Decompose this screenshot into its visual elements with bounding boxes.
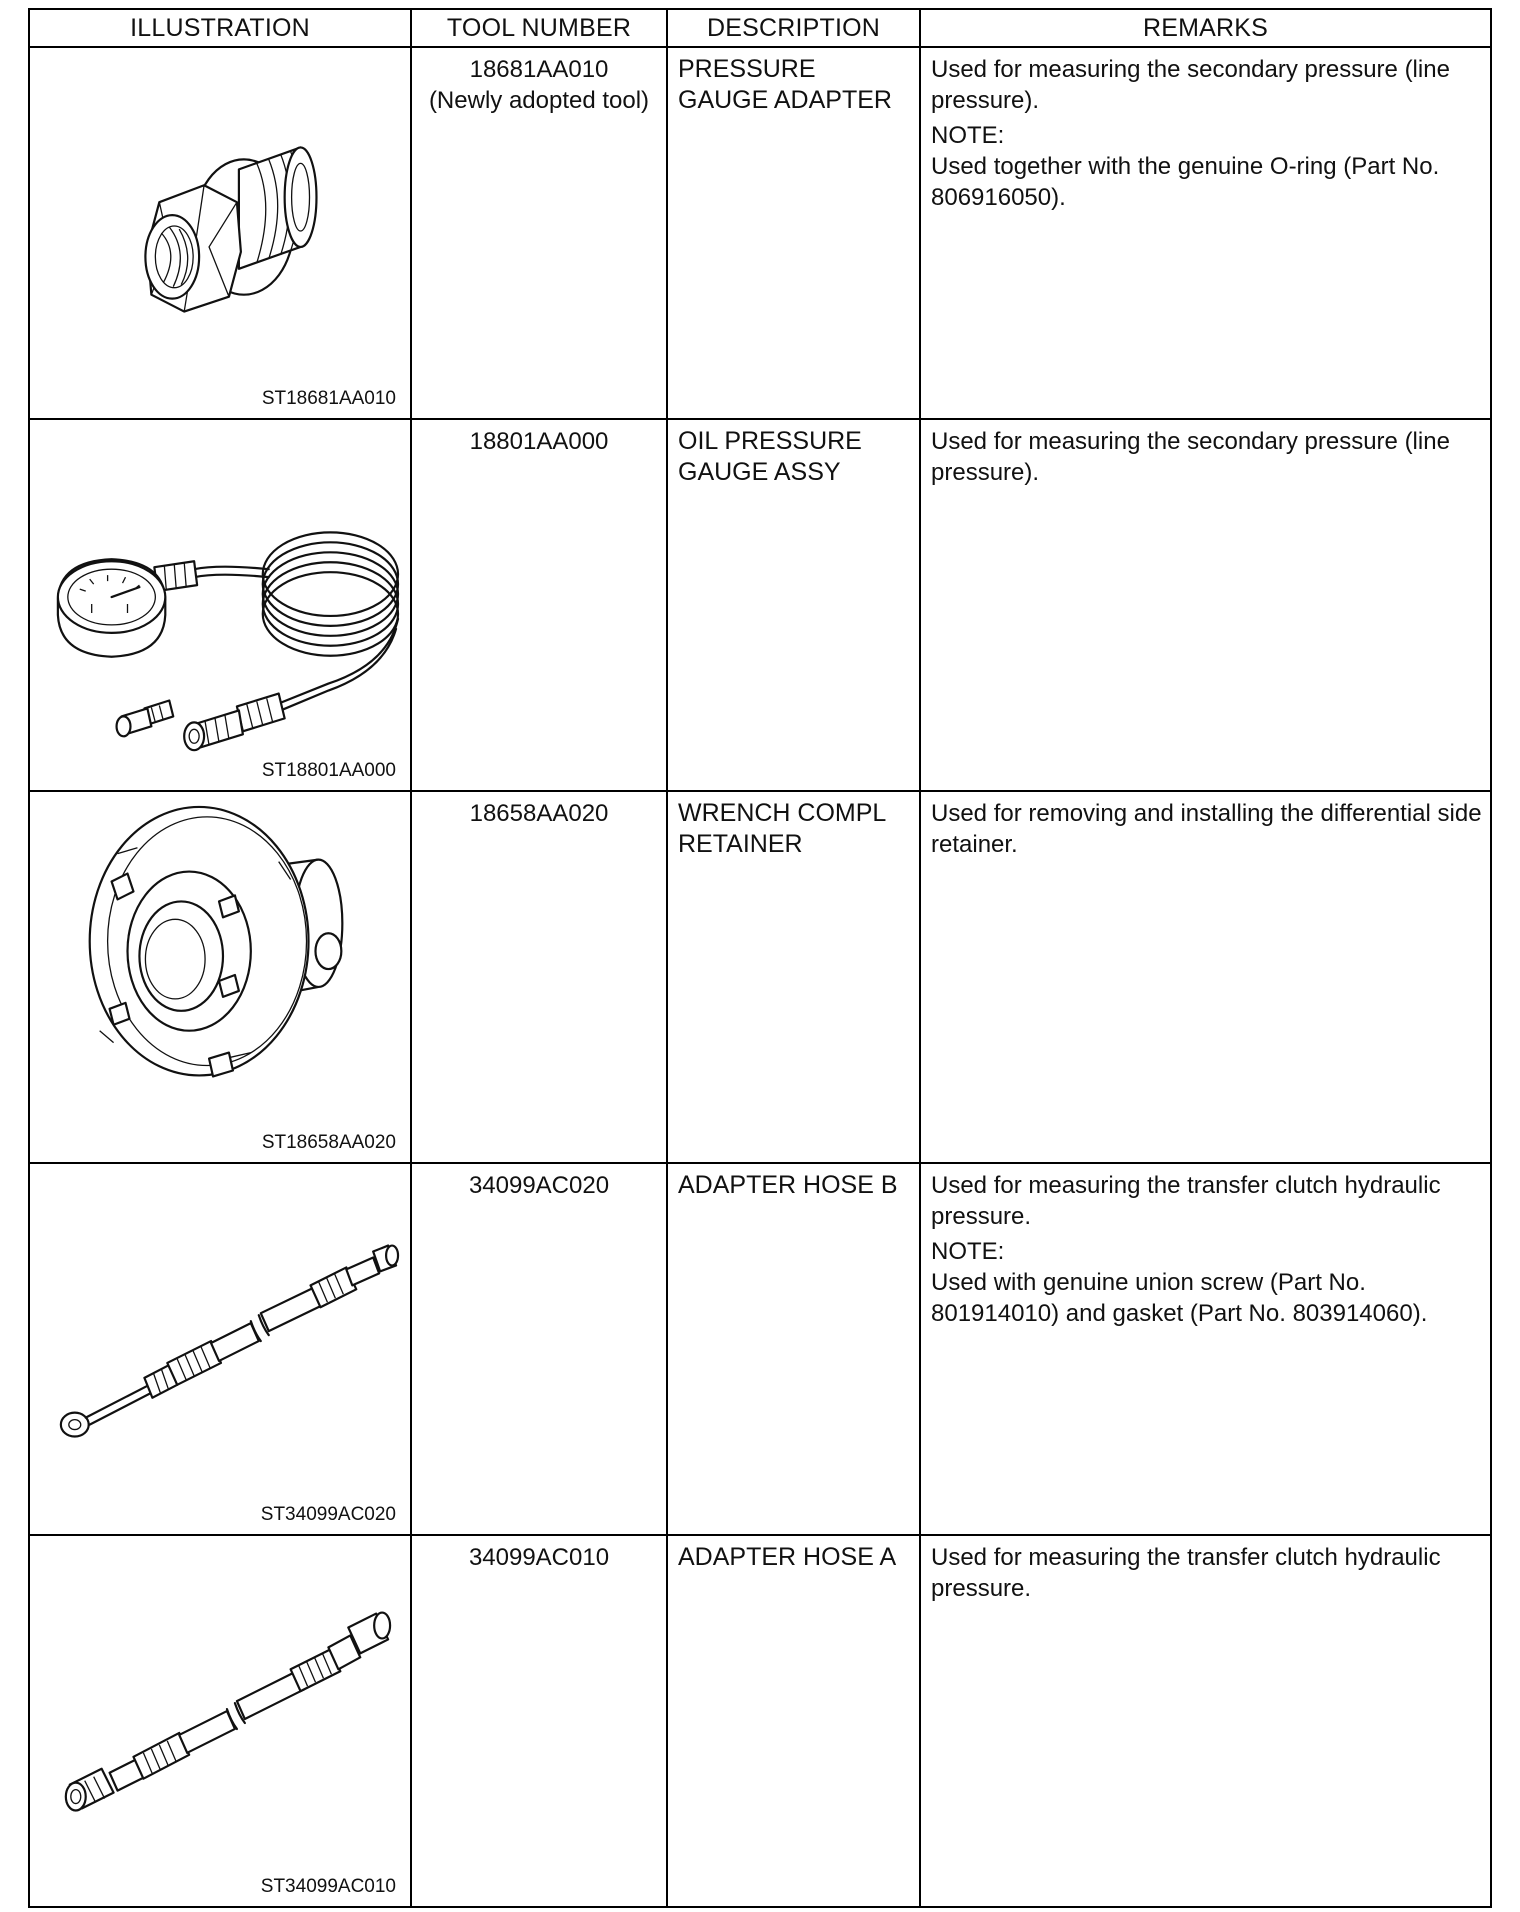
note-label: NOTE: <box>931 122 1005 149</box>
description-line: GAUGE ASSY <box>678 458 841 486</box>
table-row <box>29 1535 1491 1907</box>
remark-text: Used for measuring the transfer clutch hydraulic pressure. <box>931 1544 1441 1602</box>
description-cell <box>667 47 920 419</box>
note-text: Used together with the genuine O-ring (Part No. 806916050). <box>931 153 1440 211</box>
illustration-cell <box>29 419 411 791</box>
tool-number-note: (Newly adopted tool) <box>428 87 650 114</box>
tool-number-cell <box>411 791 667 1163</box>
header-remarks: REMARKS <box>920 9 1491 47</box>
description-line: WRENCH COMPL <box>678 799 887 827</box>
remarks-cell <box>920 419 1491 791</box>
adapter-hose-b-icon <box>30 1164 410 1534</box>
remark-text: Used for measuring the secondary pressure (line pressure). <box>931 56 1450 114</box>
note-label: NOTE: <box>931 1238 1005 1265</box>
remark-text: Used for measuring the transfer clutch hydraulic pressure. <box>931 1172 1441 1230</box>
description-line: GAUGE ADAPTER <box>678 86 892 114</box>
tool-number: 18681AA010 <box>469 56 609 83</box>
pressure-gauge-adapter-icon <box>30 48 410 418</box>
description-cell <box>667 1163 920 1535</box>
table-row <box>29 1163 1491 1535</box>
remarks-cell <box>920 1163 1491 1535</box>
illustration-code: ST18681AA010 <box>261 388 396 409</box>
header-illustration: ILLUSTRATION <box>29 9 411 47</box>
retainer-wrench-icon <box>30 792 410 1162</box>
description-cell <box>667 419 920 791</box>
oil-pressure-gauge-icon <box>30 420 410 790</box>
tool-number: 34099AC010 <box>468 1544 610 1571</box>
tool-number: 18801AA000 <box>469 428 609 455</box>
illustration-cell <box>29 791 411 1163</box>
illustration-code: ST34099AC010 <box>260 1876 396 1897</box>
adapter-hose-a-icon <box>30 1536 410 1906</box>
table-row <box>29 791 1491 1163</box>
tool-number: 34099AC020 <box>468 1172 610 1199</box>
illustration-cell <box>29 1535 411 1907</box>
header-description: DESCRIPTION <box>667 9 920 47</box>
illustration-cell <box>29 47 411 419</box>
special-tools-table <box>28 8 1492 1908</box>
remark-text: Used for removing and installing the differential side retainer. <box>931 800 1482 858</box>
illustration-code: ST18801AA000 <box>261 760 396 781</box>
header-row <box>29 9 1491 47</box>
description-line: ADAPTER HOSE B <box>678 1171 898 1199</box>
remarks-cell <box>920 1535 1491 1907</box>
tool-number-cell <box>411 47 667 419</box>
description-cell <box>667 1535 920 1907</box>
description-cell <box>667 791 920 1163</box>
illustration-cell <box>29 1163 411 1535</box>
description-line: ADAPTER HOSE A <box>678 1543 897 1571</box>
tool-number-cell <box>411 419 667 791</box>
illustration-code: ST34099AC020 <box>260 1504 396 1525</box>
illustration-code: ST18658AA020 <box>261 1132 396 1153</box>
remark-text: Used for measuring the secondary pressure (line pressure). <box>931 428 1450 486</box>
table-row <box>29 47 1491 419</box>
tool-number-cell <box>411 1535 667 1907</box>
description-line: OIL PRESSURE <box>678 427 862 455</box>
remarks-cell <box>920 47 1491 419</box>
description-line: RETAINER <box>678 830 803 858</box>
header-tool-number: TOOL NUMBER <box>411 9 667 47</box>
tool-number: 18658AA020 <box>469 800 609 827</box>
tool-number-cell <box>411 1163 667 1535</box>
note-text: Used with genuine union screw (Part No. 801914010) and gasket (Part No. 803914060). <box>931 1269 1428 1327</box>
table-row <box>29 419 1491 791</box>
remarks-cell <box>920 791 1491 1163</box>
description-line: PRESSURE <box>678 55 816 83</box>
